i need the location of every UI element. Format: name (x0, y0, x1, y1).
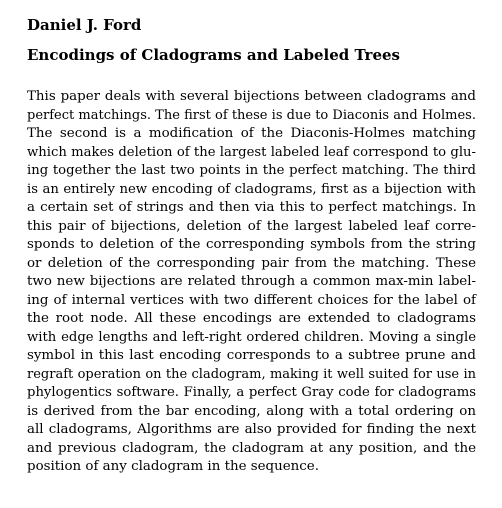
abstract-line: sponds to deletion of the corresponding symbols from the string (27, 237, 476, 252)
abstract-line: regraft operation on the cladogram, making it well suited for use in (27, 366, 476, 382)
abstract-line: ing together the last two points in the perfect matching. The third (27, 163, 476, 178)
abstract-line: is an entirely new encoding of cladograms, first as a bijection with (27, 181, 476, 197)
abstract-line: phylogentics software. Finally, a perfect Gray code for cladograms (27, 385, 476, 400)
abstract-line: position of any cladogram in the sequence. (27, 459, 319, 474)
abstract-line: all cladograms, Algorithms are also provided for finding the next (27, 422, 476, 437)
abstract-line: This paper deals with several bijections between cladograms and (27, 89, 476, 104)
abstract-line: The second is a modification of the Diaconis-Holmes matching (27, 126, 476, 141)
abstract-line: is derived from the bar encoding, along with a total ordering on (27, 403, 476, 419)
abstract-line: ing of internal vertices with two different choices for the label of (27, 292, 476, 308)
abstract-line: the root node. All these encodings are extended to cladograms (27, 311, 476, 326)
paper-title: Encodings of Cladograms and Labeled Trees (27, 46, 400, 64)
abstract-line: or deletion of the corresponding pair from the matching. These (27, 255, 476, 271)
abstract-line: with edge lengths and left-right ordered children. Moving a single (27, 329, 476, 345)
abstract-line: this pair of bijections, deletion of the largest labeled leaf corre- (27, 218, 476, 234)
author-name: Daniel J. Ford (27, 16, 142, 34)
abstract-line: two new bijections are related through a common max-min label- (27, 274, 476, 289)
abstract-line: and previous cladogram, the cladogram at any position, and the (27, 440, 476, 456)
abstract-line: a certain set of strings and then via this to perfect matchings. In (27, 200, 476, 215)
abstract-line: which makes deletion of the largest labeled leaf correspond to glu- (27, 144, 476, 160)
abstract-line: perfect matchings. The first of these is due to Diaconis and Holmes. (27, 107, 476, 123)
abstract (27, 88, 476, 477)
abstract-line: symbol in this last encoding corresponds to a subtree prune and (27, 348, 476, 363)
